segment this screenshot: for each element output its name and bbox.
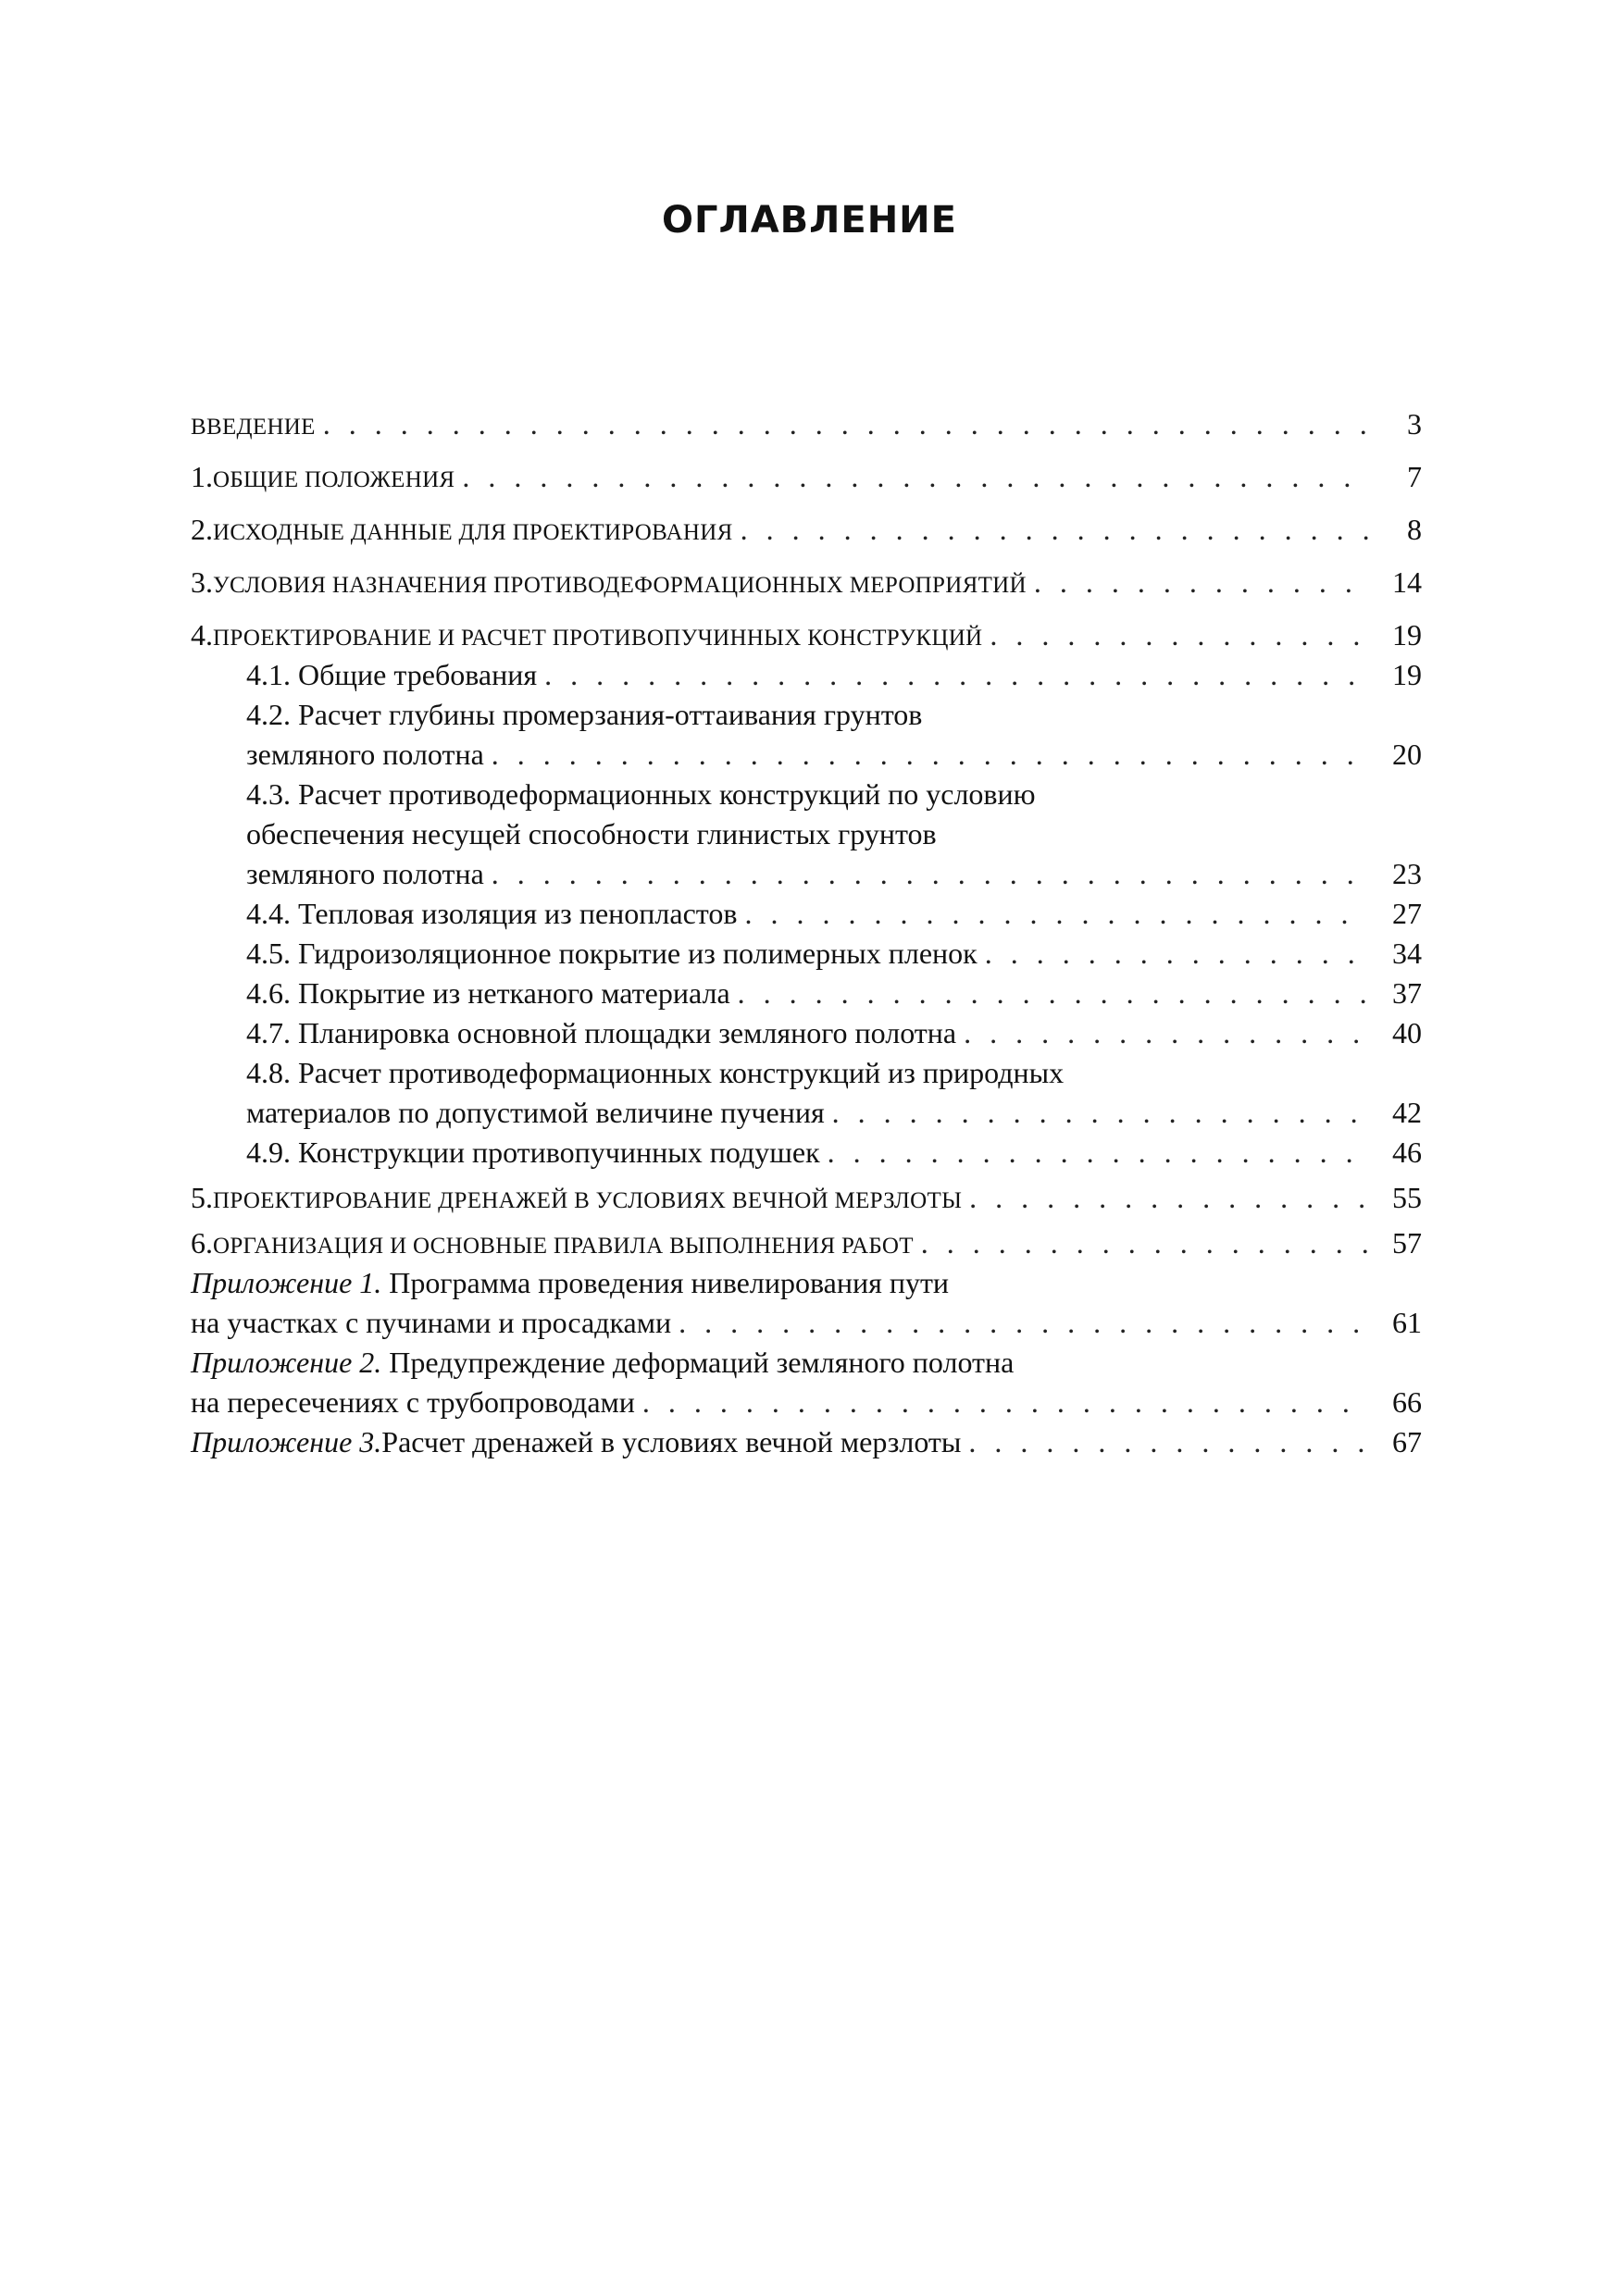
leader-dots [642, 1383, 1368, 1422]
toc-entry-section-6[interactable] [191, 1223, 1422, 1263]
toc-entry-section-2[interactable] [191, 510, 1422, 550]
leader-dots [492, 854, 1368, 894]
table-of-contents [191, 404, 1422, 1462]
toc-entry-4-1[interactable] [246, 655, 1422, 695]
toc-page-number: 40 [1392, 1016, 1422, 1049]
toc-entry-title-cont: земляного полотна [246, 738, 484, 771]
toc-page-number: 19 [1392, 618, 1422, 652]
toc-entry-4-3-line-1[interactable] [246, 775, 1422, 814]
toc-page-number: 20 [1392, 738, 1422, 771]
toc-entry-title: 4.6. Покрытие из нетканого материала [246, 976, 730, 1010]
leader-dots [544, 655, 1368, 695]
leader-dots [969, 1178, 1368, 1218]
toc-entry-title-cont: на пересечениях с трубопроводами [191, 1385, 635, 1419]
toc-entry-number: 5. [191, 1181, 213, 1214]
toc-entry-4-9[interactable] [246, 1133, 1422, 1173]
leader-dots [738, 974, 1368, 1013]
toc-page-number: 61 [1392, 1306, 1422, 1339]
leader-dots [832, 1093, 1368, 1133]
toc-entry-title: Предупреждение деформаций земляного полотна [381, 1346, 1015, 1379]
toc-entry-section-3[interactable] [191, 563, 1422, 602]
leader-dots [964, 1013, 1368, 1053]
toc-page-number: 34 [1392, 937, 1422, 970]
toc-page-number: 42 [1392, 1096, 1422, 1129]
leader-dots [921, 1223, 1368, 1263]
toc-page-number: 37 [1392, 976, 1422, 1010]
toc-entry-title: ИСХОДНЫЕ ДАННЫЕ ДЛЯ ПРОЕКТИРОВАНИЯ [213, 520, 733, 545]
toc-entry-title-cont: на участках с пучинами и просадками [191, 1306, 672, 1339]
toc-page-number: 27 [1392, 897, 1422, 930]
toc-entry-title: УСЛОВИЯ НАЗНАЧЕНИЯ ПРОТИВОДЕФОРМАЦИОННЫХ МЕРОПРИЯТИЙ [213, 573, 1027, 598]
leader-dots [828, 1133, 1368, 1173]
toc-entry-number: 3. [191, 565, 213, 599]
toc-entry-4-2-line-2[interactable] [246, 735, 1422, 775]
leader-dots [462, 457, 1368, 497]
toc-entry-4-8-line-2[interactable] [246, 1093, 1422, 1133]
toc-entry-section-4[interactable] [191, 615, 1422, 655]
toc-entry-title: 4.9. Конструкции противопучинных подушек [246, 1136, 820, 1169]
toc-entry-title: 4.4. Тепловая изоляция из пенопластов [246, 897, 738, 930]
toc-entry-title: 4.1. Общие требования [246, 658, 538, 691]
toc-entry-appendix-1-line-1[interactable] [191, 1263, 1422, 1303]
toc-entry-title: 4.5. Гидроизоляционное покрытие из полимерных пленок [246, 937, 978, 970]
toc-entry-title-cont: обеспечения несущей способности глинистых грунтов [246, 817, 937, 850]
leader-dots [323, 404, 1368, 444]
toc-entry-appendix-3[interactable] [191, 1422, 1422, 1462]
toc-entry-title: ПРОЕКТИРОВАНИЕ ДРЕНАЖЕЙ В УСЛОВИЯХ ВЕЧНОЙ МЕРЗЛОТЫ [213, 1188, 963, 1213]
toc-entry-section-1[interactable] [191, 457, 1422, 497]
toc-page-number: 55 [1392, 1181, 1422, 1214]
toc-entry-4-8-line-1[interactable] [246, 1053, 1422, 1093]
toc-page-number: 66 [1392, 1385, 1422, 1419]
toc-page-number: 14 [1392, 565, 1422, 599]
leader-dots [1034, 563, 1368, 602]
toc-entry-title: ОРГАНИЗАЦИЯ И ОСНОВНЫЕ ПРАВИЛА ВЫПОЛНЕНИЯ РАБОТ [213, 1234, 914, 1259]
appendix-label: Приложение 1. [191, 1266, 382, 1299]
page-title: ОГЛАВЛЕНИЕ [662, 199, 957, 242]
toc-entry-appendix-2-line-2[interactable] [191, 1383, 1422, 1422]
leader-dots [492, 735, 1368, 775]
toc-entry-4-6[interactable] [246, 974, 1422, 1013]
toc-page-number: 8 [1407, 513, 1422, 546]
toc-entry-appendix-1-line-2[interactable] [191, 1303, 1422, 1343]
leader-dots [679, 1303, 1368, 1343]
toc-entry-title: 4.7. Планировка основной площадки земляного полотна [246, 1016, 957, 1049]
toc-entry-4-3-line-3[interactable] [246, 854, 1422, 894]
toc-entry-title: 4.8. Расчет противодеформационных конструкций из природных [246, 1056, 1065, 1089]
toc-page-number: 57 [1392, 1226, 1422, 1260]
leader-dots [990, 615, 1368, 655]
toc-page-number: 3 [1407, 407, 1422, 441]
leader-dots [985, 934, 1368, 974]
toc-entry-4-5[interactable] [246, 934, 1422, 974]
toc-entry-number: 6. [191, 1226, 213, 1260]
toc-entry-number: 2. [191, 513, 213, 546]
toc-entry-introduction[interactable] [191, 404, 1422, 444]
toc-page-number: 19 [1392, 658, 1422, 691]
toc-entry-title: ОБЩИЕ ПОЛОЖЕНИЯ [213, 467, 455, 492]
toc-entry-4-7[interactable] [246, 1013, 1422, 1053]
toc-entry-4-4[interactable] [246, 894, 1422, 934]
leader-dots [741, 510, 1368, 550]
toc-entry-title: Программа проведения нивелирования пути [381, 1266, 950, 1299]
leader-dots [744, 894, 1368, 934]
toc-page-number: 46 [1392, 1136, 1422, 1169]
toc-entry-title: ПРОЕКТИРОВАНИЕ И РАСЧЕТ ПРОТИВОПУЧИННЫХ КОНСТРУКЦИЙ [213, 626, 983, 651]
toc-page-number: 67 [1392, 1425, 1422, 1458]
toc-entry-section-5[interactable] [191, 1178, 1422, 1218]
toc-entry-title: 4.2. Расчет глубины промерзания-оттаивания грунтов [246, 698, 923, 731]
toc-page-number: 23 [1392, 857, 1422, 890]
appendix-label: Приложение 2. [191, 1346, 382, 1379]
toc-entry-4-3-line-2[interactable] [246, 814, 1422, 854]
toc-entry-number: 4. [191, 618, 213, 652]
toc-page-number: 7 [1407, 460, 1422, 493]
toc-entry-title-cont: материалов по допустимой величине пучения [246, 1096, 825, 1129]
toc-entry-appendix-2-line-1[interactable] [191, 1343, 1422, 1383]
toc-entry-4-2-line-1[interactable] [246, 695, 1422, 735]
toc-entry-title-cont: земляного полотна [246, 857, 484, 890]
appendix-label: Приложение 3. [191, 1425, 382, 1458]
toc-entry-title: Расчет дренажей в условиях вечной мерзлоты [381, 1425, 962, 1458]
toc-entry-number: 1. [191, 460, 213, 493]
toc-entry-title: ВВЕДЕНИЕ [191, 415, 316, 440]
leader-dots [968, 1422, 1368, 1462]
toc-entry-title: 4.3. Расчет противодеформационных конструкций по условию [246, 777, 1036, 811]
